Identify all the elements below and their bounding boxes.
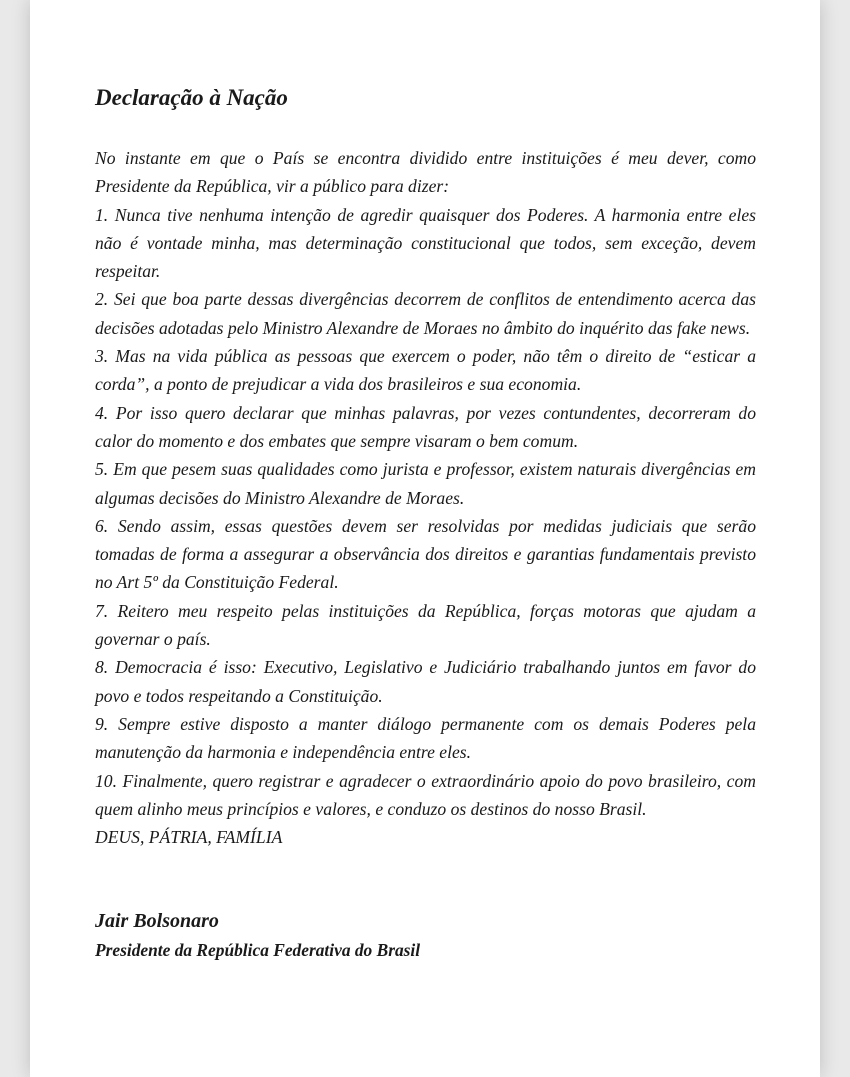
paragraph-3: 3. Mas na vida pública as pessoas que exercem o poder, não têm o direito de “esticar a corda”, a ponto de prejudicar a vida dos brasileiros e sua economia.: [95, 346, 756, 395]
signature-block: [95, 906, 756, 964]
paragraph-4: 4. Por isso quero declarar que minhas palavras, por vezes contundentes, decorreram do calor do momento e dos embates que sempre visaram o bem comum.: [95, 402, 756, 451]
signature-name: Jair Bolsonaro: [95, 910, 219, 933]
paragraph-2: 2. Sei que boa parte dessas divergências decorrem de conflitos de entendimento acerca das decisões adotadas pelo Ministro Alexandre de Moraes no âmbito do inquérito das fake news.: [95, 289, 756, 338]
document-title: Declaração à Nação: [95, 85, 288, 110]
signature-role: Presidente da República Federativa do Brasil: [95, 940, 421, 961]
document-content: [95, 83, 756, 964]
paragraph-1: 1. Nunca tive nenhuma intenção de agredir quaisquer dos Poderes. A harmonia entre eles não é vontade minha, mas determinação constitucional que todos, sem exceção, devem respeitar.: [95, 204, 756, 282]
paragraph-6: 6. Sendo assim, essas questões devem ser resolvidas por medidas judiciais que serão tomadas de forma a assegurar a observância dos direitos e garantias fundamentais previsto no Art 5º da Constituição Federal.: [95, 515, 756, 593]
paragraph-9: 9. Sempre estive disposto a manter diálogo permanente com os demais Poderes pela manutenção da harmonia e independência entre eles.: [95, 713, 756, 763]
paragraph-7: 7. Reitero meu respeito pelas instituições da República, forças motoras que ajudam a governar o país.: [95, 600, 756, 650]
intro-paragraph: No instante em que o País se encontra dividido entre instituições é meu dever, como Presidente da República, vir a público para dizer:: [95, 148, 756, 197]
document-page: [30, 0, 820, 1077]
paragraph-10: 10. Finalmente, quero registrar e agradecer o extraordinário apoio do povo brasileiro, com quem alinho meus princípios e valores, e conduzo os destinos do nosso Brasil.: [95, 770, 756, 819]
paragraph-5: 5. Em que pesem suas qualidades como jurista e professor, existem naturais divergências em algumas decisões do Ministro Alexandre de Moraes.: [95, 459, 756, 508]
motto: DEUS, PÁTRIA, FAMÍLIA: [95, 827, 283, 848]
paragraph-8: 8. Democracia é isso: Executivo, Legislativo e Judiciário trabalhando juntos em favor do povo e todos respeitando a Constituição.: [95, 657, 756, 706]
document-body: [95, 144, 756, 851]
